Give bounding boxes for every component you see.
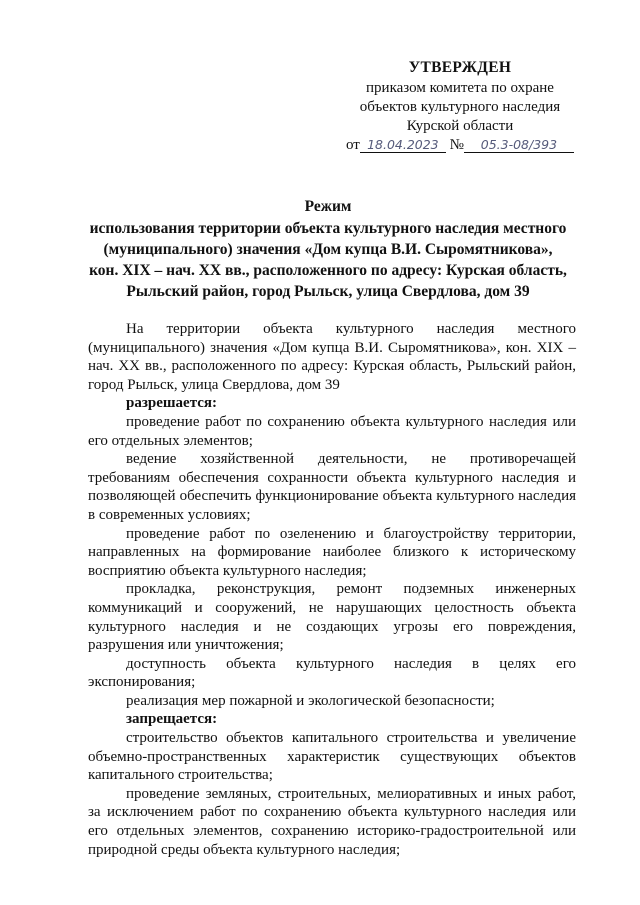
allowed-item: проведение работ по озеленению и благоустройству территории, направленных на формирование наиболее близкого к историческому восприятию объекта культурного наследия; bbox=[88, 525, 576, 579]
intro-paragraph: На территории объекта культурного наследия местного (муниципального) значения «Дом купца В.И. Сыромятникова», кон. XIX – нач. XX вв., расположенного по адресу: Курская область, Рыльский район, город Рыльск, улица Свердлова, дом 39 bbox=[88, 321, 576, 393]
order-reference-line bbox=[346, 136, 580, 155]
order-number-handwritten: 05.3-08/393 bbox=[464, 137, 574, 153]
approval-line-2: объектов культурного наследия bbox=[359, 99, 561, 115]
title-line-1: использования территории объекта культурного наследия местного bbox=[89, 220, 567, 237]
allowed-item: прокладка, реконструкция, ремонт подземных инженерных коммуникаций и сооружений, не нарушающих целостность объекта культурного наследия и не создающих угрозы его повреждения, разрушения или уничтожения; bbox=[88, 581, 576, 654]
forbidden-item: строительство объектов капитального строительства и увеличение объемно-пространственных характеристик существующих объектов капитального строительства; bbox=[88, 730, 576, 784]
from-label: от bbox=[346, 137, 360, 153]
approval-stamp-block bbox=[340, 58, 580, 155]
number-sign: № bbox=[449, 137, 464, 153]
order-date-handwritten: 18.04.2023 bbox=[360, 137, 446, 153]
allowed-item: реализация мер пожарной и экологической безопасности; bbox=[126, 692, 495, 709]
title-line-2: (муниципального) значения «Дом купца В.И. Сыромятникова», bbox=[103, 241, 553, 258]
allowed-item: ведение хозяйственной деятельности, не противоречащей требованиям обеспечения сохранности объекта культурного наследия и позволяющей обеспечить функционирование объекта культурного наследия в современных условиях; bbox=[88, 451, 576, 523]
document-title bbox=[88, 196, 568, 302]
allowed-item: доступность объекта культурного наследия в целях его экспонирования; bbox=[88, 655, 576, 691]
allowed-heading: разрешается: bbox=[126, 395, 218, 412]
approval-line-1: приказом комитета по охране bbox=[366, 80, 554, 96]
title-main: Режим bbox=[304, 198, 352, 215]
title-line-3: кон. XIX – нач. XX вв., расположенного по адресу: Курская область, bbox=[89, 262, 567, 279]
document-body bbox=[88, 320, 576, 859]
forbidden-item: проведение земляных, строительных, мелиоративных и иных работ, за исключением работ по сохранению объекта культурного наследия или его отдельных элементов, сохранению историко-градостроительной или природной среды объекта культурного наследия; bbox=[88, 785, 576, 858]
title-line-4: Рыльский район, город Рыльск, улица Свердлова, дом 39 bbox=[126, 283, 530, 300]
allowed-item: проведение работ по сохранению объекта культурного наследия или его отдельных элементов; bbox=[88, 413, 576, 449]
approval-heading: УТВЕРЖДЕН bbox=[408, 59, 512, 76]
forbidden-heading: запрещается: bbox=[126, 711, 218, 728]
approval-line-3: Курской области bbox=[406, 118, 514, 134]
